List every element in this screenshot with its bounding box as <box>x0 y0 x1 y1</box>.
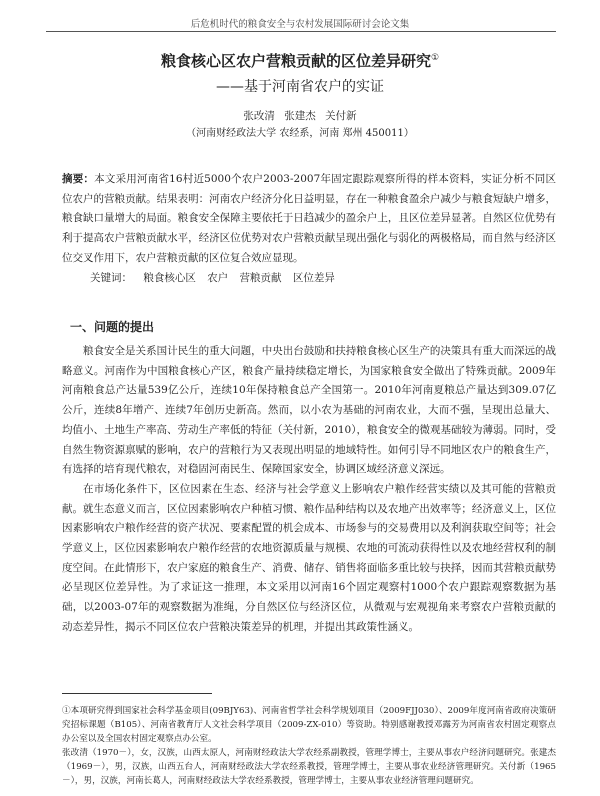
keyword: 营粮贡献 <box>239 272 282 284</box>
footnote-authors: 张改清（1970－），女，汉族，山西太原人，河南财经政法大学农经系副教授，管理学博士，主要从事农户经济问题研究。张建杰（1969－），男，汉族，山西五台人，河南财经政法大学农经系教授，管理学博士，主要从事农业经济管理研究。关付新（1965－），男，汉族，河南长葛人，河南财经政法大学农经系教授，管理学博士，主要从事农业经济管理问题研究。 <box>62 748 556 786</box>
author-name: 关付新 <box>325 110 357 122</box>
author-name: 张建杰 <box>284 110 316 122</box>
author-list <box>0 108 600 123</box>
author-name: 张改清 <box>243 110 275 122</box>
footnote-funding: ①本项研究得到国家社会科学基金项目(09BJY63)、河南省哲学社会科学规划项目（2009FJJ030）、2009年度河南省政府决策研究招标课题（B105）、河南省教育厅人文社会科学项目（2009-ZX-010）等资助。特别感谢教授邓露芳为河南省农村固定观察点办公室以及全国农村固定观察点办公室。 <box>62 706 556 744</box>
header-rule <box>46 31 556 32</box>
title-text: 粮食核心区农户营粮贡献的区位差异研究 <box>160 52 431 70</box>
abstract <box>62 170 556 269</box>
section-heading: 一、问题的提出 <box>70 320 155 334</box>
keyword: 农户 <box>207 272 229 284</box>
abstract-label: 摘要： <box>62 173 95 185</box>
keyword: 粮食核心区 <box>143 272 196 284</box>
footnotes <box>62 704 556 788</box>
body-paragraph: 在市场化条件下，区位因素在生态、经济与社会学意义上影响农户粮作经营实绩以及其可能的营粮贡献。就生态意义而言，区位因素影响农户种植习惯、粮作品种结构以及农地产出效率等；经济意义上，区位因素影响农户粮作经营的资产状况、要素配置的机会成本、市场参与的交易费用以及利润获取空间等；社会学意义上，区位因素影响农户粮作经营的农地资源质量与规模、农地的可流动获得性以及农地经营权利的制度空间。在此情形下，农户家庭的粮食生产、消费、储存、销售将面临多重比较与抉择，因而其营粮贡献势必呈现区位差异性。为了求证这一推理，本文采用以河南16个固定观察村1000个农户跟踪观察数据为基础，以2003-07年的观察数据为准绳，分自然区位与经济区位，从微观与宏观视角来考察农户营粮贡献的动态差异性，揭示不同区位农户营粮决策差异的机理，并提出其政策性涵义。 <box>62 482 556 633</box>
paper-subtitle: ——基于河南省农户的实证 <box>216 79 384 95</box>
running-head: 后危机时代的粮食安全与农村发展国际研讨会论文集 <box>190 19 410 30</box>
body-paragraph: 粮食安全是关系国计民生的重大问题，中央出台鼓励和扶持粮食核心区生产的决策具有重大而深远的战略意义。河南作为中国粮食核心产区，粮食产量持续稳定增长，为国家粮食安全做出了特殊贡献。2009年河南粮食总产达量539亿公斤，连续10年保持粮食总产全国第一。2010年河南夏粮总产量达到309.07亿公斤，连续8年增产、连续7年创历史新高。然而，以小农为基础的河南农业，大而不强，呈现出总量大、均值小、土地生产率高、劳动生产率低的特征（关付新，2010），粮食安全的微观基础较为薄弱。同时，受自然生物资源禀赋的影响，农户的营粮行为又表现出明显的地域特性。如何引导不同地区农户的粮食生产，有选择的培育现代粮农，对稳固河南民生、保障国家安全，协调区域经济意义深远。 <box>62 345 556 476</box>
keywords <box>90 270 335 285</box>
title-footnote-mark: ① <box>430 53 440 63</box>
paper-title <box>0 50 600 71</box>
keywords-label: 关键词： <box>90 272 132 284</box>
footnote-rule <box>62 693 212 694</box>
affiliation: （河南财经政法大学 农经系，河南 郑州 450011） <box>186 128 414 139</box>
body-text <box>62 342 556 638</box>
keyword: 区位差异 <box>292 272 335 284</box>
abstract-text: 本文采用河南省16村近5000个农户2003-2007年固定跟踪观察所得的样本资料，实证分析不同区位农户的营粮贡献。结果表明：河南农户经济分化日益明显，存在一种粮食盈余户减少与粮食短缺户增多，粮食缺口量增大的局面。粮食安全保障主要依托于日趋减少的盈余户上，且区位差异显著。自然区位优势有利于提高农户营粮贡献水平，经济区位优势对农户营粮贡献呈现出强化与弱化的两极格局，而自然与经济区位交叉作用下，农户营粮贡献的区位复合效应显现。 <box>62 173 557 264</box>
